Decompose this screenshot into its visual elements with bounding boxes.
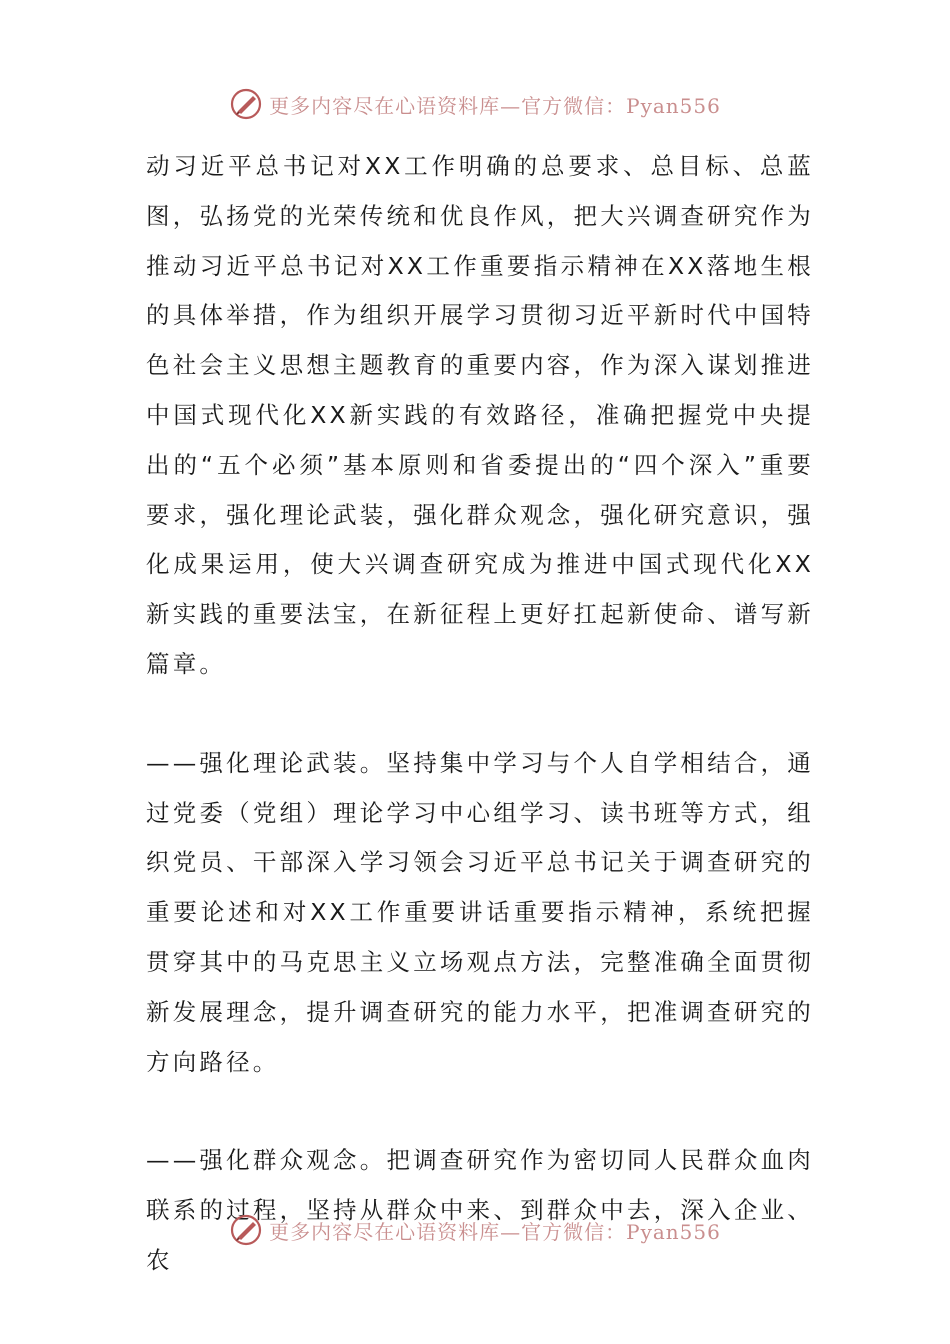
pen-logo-icon (229, 1213, 263, 1247)
body-paragraph: ——强化群众观念。把调查研究作为密切同人民群众血肉联系的过程，坚持从群众中来、到群众中去，深入企业、农 (146, 1146, 814, 1274)
footer-watermark (0, 1210, 950, 1250)
document-body (146, 142, 814, 1286)
body-paragraph: 动习近平总书记对XX工作明确的总要求、总目标、总蓝图，弘扬党的光荣传统和优良作风，把大兴调查研究作为推动习近平总书记对XX工作重要指示精神在XX落地生根的具体举措，作为组织开展学习贯彻习近平新时代中国特色社会主义思想主题教育的重要内容，作为深入谋划推进中国式现代化XX新实践的有效路径，准确把握党中央提出的“五个必须”基本原则和省委提出的“四个深入”重要要求，强化理论武装，强化群众观念，强化研究意识，强化成果运用，使大兴调查研究成为推进中国式现代化XX新实践的重要法宝，在新征程上更好扛起新使命、谱写新篇章。 (146, 152, 814, 678)
watermark-text: 更多内容尽在心语资料库—官方微信：Pyan556 (269, 1219, 721, 1244)
body-paragraph: ——强化理论武装。坚持集中学习与个人自学相结合，通过党委（党组）理论学习中心组学习、读书班等方式，组织党员、干部深入学习领会习近平总书记关于调查研究的重要论述和对XX工作重要讲话重要指示精神，系统把握贯穿其中的马克思主义立场观点方法，完整准确全面贯彻新发展理念，提升调查研究的能力水平，把准调查研究的方向路径。 (146, 748, 814, 1076)
pen-logo-icon (229, 87, 263, 121)
watermark-text: 更多内容尽在心语资料库—官方微信：Pyan556 (269, 93, 721, 118)
header-watermark (0, 84, 950, 124)
